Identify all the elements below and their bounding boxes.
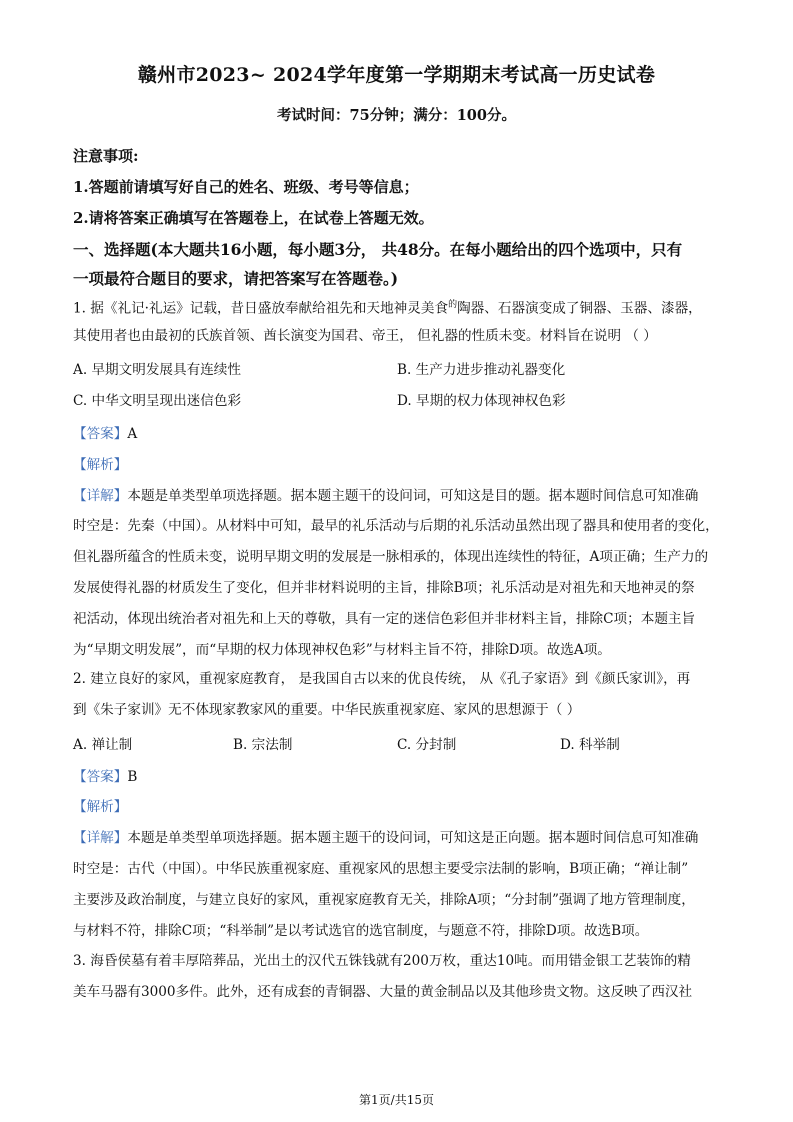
- question-1-option-a: A. 早期文明发展具有连续性: [73, 362, 241, 378]
- question-3-line2: 美车马器有3000多件。此外，还有成套的青铜器、大量的黄金制品以及其他珍贵文物。这反映了西汉社: [73, 984, 693, 1000]
- question-1-detail-line1: [73, 484, 698, 504]
- section-heading-line1: 一、选择题(本大题共16小题，每小题3分， 共48分。在每小题给出的四个选项中，只有: [73, 240, 683, 259]
- question-1-line1: [73, 296, 702, 318]
- note-item-1: 1.答题前请填写好自己的姓名、班级、考号等信息；: [73, 178, 419, 196]
- question-1-option-c: C. 中华文明呈现出迷信色彩: [73, 393, 242, 409]
- page-title: 赣州市2023~ 2024学年度第一学期期末考试高一历史试卷: [137, 64, 656, 86]
- question-1-detail-line4: 发展使得礼器的材质发生了变化，但并非材料说明的主旨，排除B项；礼乐活动是对祖先和天地神灵的祭: [73, 580, 695, 596]
- question-2-answer: [73, 765, 137, 785]
- answer-label: 【答案】: [73, 769, 128, 785]
- question-2-detail-line2: 时空是：古代（中国）。中华民族重视家庭、重视家风的思想主要受宗法制的影响，B项正确；“禅让制”: [73, 861, 689, 877]
- question-2-option-d: D. 科举制: [560, 737, 620, 753]
- section-heading-line2: 一项最符合题目的要求，请把答案写在答题卷。): [73, 269, 399, 288]
- question-1-detail-text: 本题是单类型单项选择题。据本题主题干的设问词，可知这是目的题。据本题时间信息可知准确: [127, 488, 699, 504]
- question-1-option-d: D. 早期的权力体现神权色彩: [397, 393, 566, 409]
- question-1-text-a: 1. 据《礼记·礼运》记载，昔日盛放奉献给祖先和天地神灵美食: [73, 300, 449, 317]
- question-1-detail-line2: 时空是：先秦（中国）。从材料中可知，最早的礼乐活动与后期的礼乐活动虽然出现了器具和使用者的变化，: [73, 518, 719, 534]
- answer-label: 【答案】: [73, 426, 128, 442]
- question-1-marker: 的: [448, 300, 458, 310]
- question-1-text-b: 陶器、石器演变成了铜器、玉器、漆器，: [457, 300, 702, 317]
- notes-heading: 注意事项:: [73, 147, 139, 165]
- question-1-answer: [73, 422, 137, 442]
- question-2-line2: 到《朱子家训》无不体现家教家风的重要。中华民族重视家庭、家风的思想源于（ ）: [73, 702, 581, 718]
- question-2-detail-line3: 主要涉及政治制度，与建立良好的家风，重视家庭教育无关，排除A项；“分封制”强调了地方管理制度，: [73, 892, 695, 908]
- question-2-detail-line4: 与材料不符，排除C项；“科举制”是以考试选官的选官制度，与题意不符，排除D项。故选B项。: [73, 923, 649, 939]
- question-2-option-a: A. 禅让制: [73, 737, 133, 753]
- question-2-line1: 2. 建立良好的家风，重视家庭教育， 是我国自古以来的优良传统， 从《孔子家语》到《颜氏家训》，再: [73, 671, 691, 687]
- question-1-answer-value: A: [127, 426, 138, 442]
- question-1-line2: 其使用者也由最初的氏族首领、酋长演变为国君、帝王， 但礼器的性质未变。材料旨在说明 （ ）: [73, 328, 657, 344]
- question-1-detail-line3: 但礼器所蕴含的性质未变，说明早期文明的发展是一脉相承的，体现出连续性的特征，A项正确；生产力的: [73, 549, 709, 565]
- detail-label: 【详解】: [73, 830, 128, 846]
- page-footer: 第1页/共15页: [359, 1093, 434, 1107]
- question-2-answer-value: B: [127, 769, 138, 785]
- question-1-detail-line5: 祀活动，体现出统治者对祖先和上天的尊敬，具有一定的迷信色彩但并非材料主旨，排除C项；本题主旨: [73, 611, 696, 627]
- detail-label: 【详解】: [73, 488, 128, 504]
- question-2-detail-text: 本题是单类型单项选择题。据本题主题干的设问词，可知这是正向题。据本题时间信息可知准确: [127, 830, 699, 846]
- question-2-option-c: C. 分封制: [397, 737, 457, 753]
- exam-info: 考试时间：75分钟；满分：100分。: [277, 107, 516, 124]
- question-1-detail-line6: 为“早期文明发展”，而“早期的权力体现神权色彩”与材料主旨不符，排除D项。故选A项。: [73, 642, 611, 658]
- question-2-detail-line1: [73, 826, 698, 846]
- question-2-analysis-label: 【解析】: [73, 799, 128, 815]
- question-1-analysis-label: 【解析】: [73, 457, 128, 473]
- question-2-option-b: B. 宗法制: [233, 737, 293, 753]
- question-1-option-b: B. 生产力进步推动礼器变化: [397, 362, 566, 378]
- question-3-line1: 3. 海昏侯墓有着丰厚陪葬品，光出土的汉代五铢钱就有200万枚，重达10吨。而用错金银工艺装饰的精: [73, 953, 691, 969]
- note-item-2: 2.请将答案正确填写在答题卷上，在试卷上答题无效。: [73, 209, 434, 227]
